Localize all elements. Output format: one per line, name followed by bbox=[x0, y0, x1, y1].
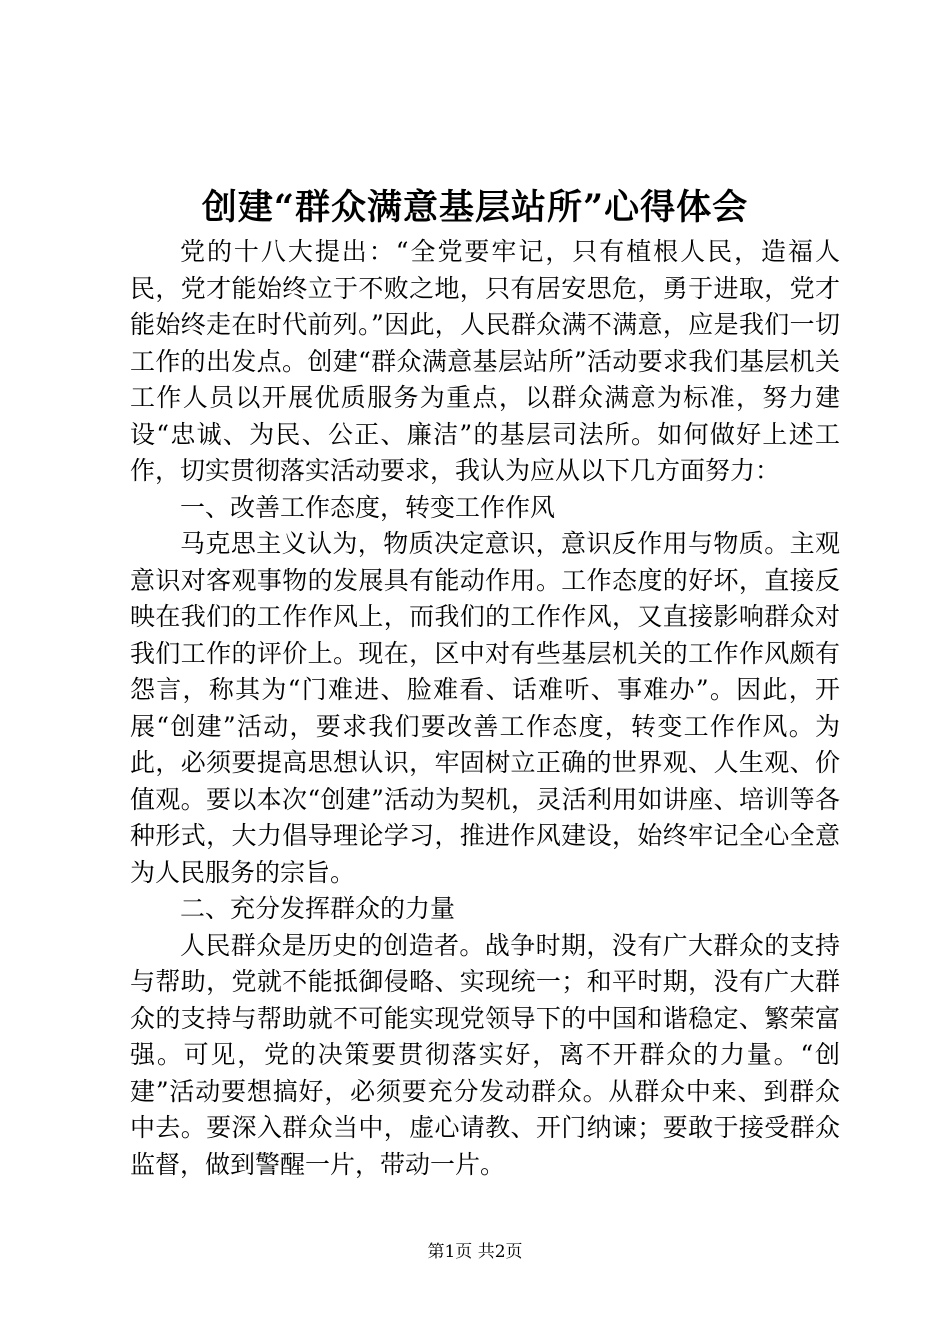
paragraph-section-2: 人民群众是历史的创造者。战争时期，没有广大群众的支持与帮助，党就不能抵御侵略、实现统一；和平时期，没有广大群众的支持与帮助就不可能实现党领导下的中国和谐稳定、繁荣富强。可见，党的决策要贯彻落实好，离不开群众的力量。“创建”活动要想搞好，必须要充分发动群众。从群众中来、到群众中去。要深入群众当中，虚心请教、开门纳谏；要敢于接受群众监督，做到警醒一片，带动一片。 bbox=[130, 930, 840, 1179]
section-heading-3 bbox=[130, 1183, 840, 1184]
section-heading-1: 一、改善工作态度，转变工作作风 bbox=[180, 492, 556, 522]
section-heading-2: 二、充分发挥群众的力量 bbox=[180, 894, 456, 923]
paragraph-section-1: 马克思主义认为，物质决定意识，意识反作用与物质。主观意识对客观事物的发展具有能动作用。工作态度的好坏，直接反映在我们的工作作风上，而我们的工作作风，又直接影响群众对我们工作的评价上。现在，区中对有些基层机关的工作作风颇有怨言，称其为“门难进、脸难看、话难听、事难办”。因此，开展“创建”活动，要求我们要改善工作态度，转变工作作风。为此，必须要提高思想认识，牢固树立正确的世界观、人生观、价值观。要以本次“创建”活动为契机，灵活利用如讲座、培训等各种形式，大力倡导理论学习，推进作风建设，始终牢记全心全意为人民服务的宗旨。 bbox=[130, 529, 840, 887]
document-body bbox=[130, 234, 840, 1184]
page-footer: 第1页 共2页 bbox=[427, 1242, 523, 1262]
document-title: 创建“群众满意基层站所”心得体会 bbox=[201, 187, 749, 228]
paragraph-intro: 党的十八大提出：“全党要牢记，只有植根人民，造福人民，党才能始终立于不败之地，只有居安思危，勇于进取，党才能始终走在时代前列。”因此，人民群众满不满意，应是我们一切工作的出发点。创建“群众满意基层站所”活动要求我们基层机关工作人员以开展优质服务为重点，以群众满意为标准，努力建设“忠诚、为民、公正、廉洁”的基层司法所。如何做好上述工作，切实贯彻落实活动要求，我认为应从以下几方面努力： bbox=[130, 237, 840, 485]
